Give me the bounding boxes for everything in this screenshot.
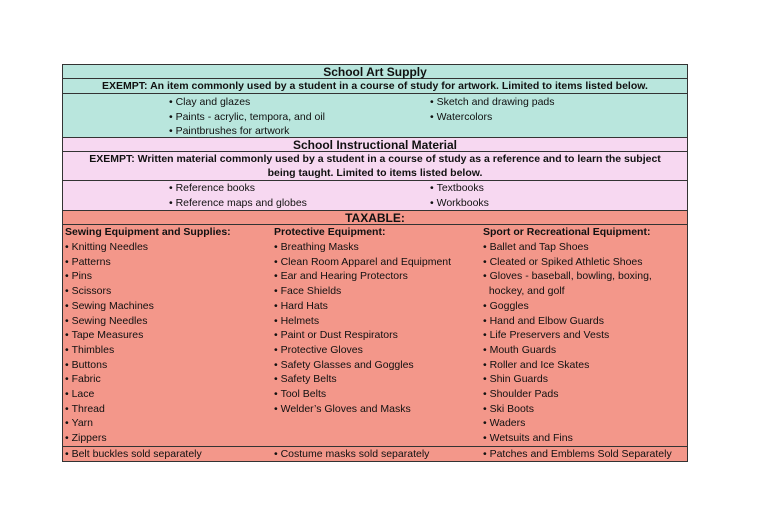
list-item: • Lace [65,387,231,402]
list-item: • Protective Gloves [274,343,451,358]
instructional-material-exempt-text [63,152,687,181]
sewing-equipment-column [65,225,231,446]
list-item: • Safety Glasses and Goggles [274,358,451,373]
list-item: • Hand and Elbow Guards [483,314,652,329]
list-item: • Fabric [65,372,231,387]
instructional-material-items [63,181,687,211]
list-item: • Clay and glazes [169,95,325,110]
list-item: • Cleated or Spiked Athletic Shoes [483,255,652,270]
taxable-footer-row [63,447,687,461]
art-supply-title: School Art Supply [63,65,687,79]
list-item: • Helmets [274,314,451,329]
sewing-equipment-header: Sewing Equipment and Supplies: [65,226,231,238]
list-item: • Waders [483,416,652,431]
list-item: • Ballet and Tap Shoes [483,240,652,255]
list-item: • Thread [65,402,231,417]
list-item: • Reference books [169,181,307,196]
list-item: • Thimbles [65,343,231,358]
list-item: • Reference maps and globes [169,196,307,211]
instructional-left-list [169,181,307,210]
list-item: • Buttons [65,358,231,373]
sewing-footer-note: • Belt buckles sold separately [65,447,202,461]
art-supply-items [63,94,687,138]
list-item: • Tool Belts [274,387,451,402]
list-item: • Ski Boots [483,402,652,417]
list-item: • Paint or Dust Respirators [274,328,451,343]
list-item: • Ear and Hearing Protectors [274,269,451,284]
sport-footer-note: • Patches and Emblems Sold Separately [483,447,672,461]
list-item: • Workbooks [430,196,489,211]
tax-exemption-table [62,64,688,462]
list-item: • Pins [65,269,231,284]
list-item: • Mouth Guards [483,343,652,358]
instructional-right-list [430,181,489,210]
list-item: • Hard Hats [274,299,451,314]
instructional-material-title: School Instructional Material [63,138,687,152]
exempt-line-2: being taught. Limited to items listed below. [267,167,483,179]
protective-equipment-column [274,225,451,416]
list-item: • Life Preservers and Vests [483,328,652,343]
list-item: • Paintbrushes for artwork [169,124,325,139]
protective-equipment-header: Protective Equipment: [274,226,386,238]
taxable-title: TAXABLE: [63,211,687,225]
list-item: • Sketch and drawing pads [430,95,555,110]
art-supply-right-list [430,95,555,124]
list-item: • Tape Measures [65,328,231,343]
list-item: • Textbooks [430,181,489,196]
list-item: • Sewing Machines [65,299,231,314]
art-supply-exempt-text: EXEMPT: An item commonly used by a student in a course of study for artwork. Limited to items listed below. [63,79,687,94]
list-item: • Goggles [483,299,652,314]
list-item: • Shin Guards [483,372,652,387]
list-item: • Wetsuits and Fins [483,431,652,446]
art-supply-left-list [169,95,325,139]
list-item: • Sewing Needles [65,314,231,329]
list-item: • Scissors [65,284,231,299]
list-item: • Face Shields [274,284,451,299]
list-item: • Breathing Masks [274,240,451,255]
list-item: • Watercolors [430,110,555,125]
list-item: • Patterns [65,255,231,270]
list-item: • Gloves - baseball, bowling, boxing, [483,269,652,284]
sport-equipment-header: Sport or Recreational Equipment: [483,226,651,238]
list-item: • Yarn [65,416,231,431]
list-item-continuation: hockey, and golf [488,285,565,298]
protective-footer-note: • Costume masks sold separately [274,447,429,461]
list-item: • Knitting Needles [65,240,231,255]
exempt-line-1: EXEMPT: Written material commonly used by a student in a course of study as a reference and to learn the subject [89,153,661,165]
list-item: • Paints - acrylic, tempora, and oil [169,110,325,125]
list-item: • Welder’s Gloves and Masks [274,402,451,417]
sport-equipment-column [483,225,652,446]
list-item: • Zippers [65,431,231,446]
list-item: • Clean Room Apparel and Equipment [274,255,451,270]
list-item: • Safety Belts [274,372,451,387]
taxable-items [63,225,687,447]
list-item: • Roller and Ice Skates [483,358,652,373]
list-item: • Shoulder Pads [483,387,652,402]
